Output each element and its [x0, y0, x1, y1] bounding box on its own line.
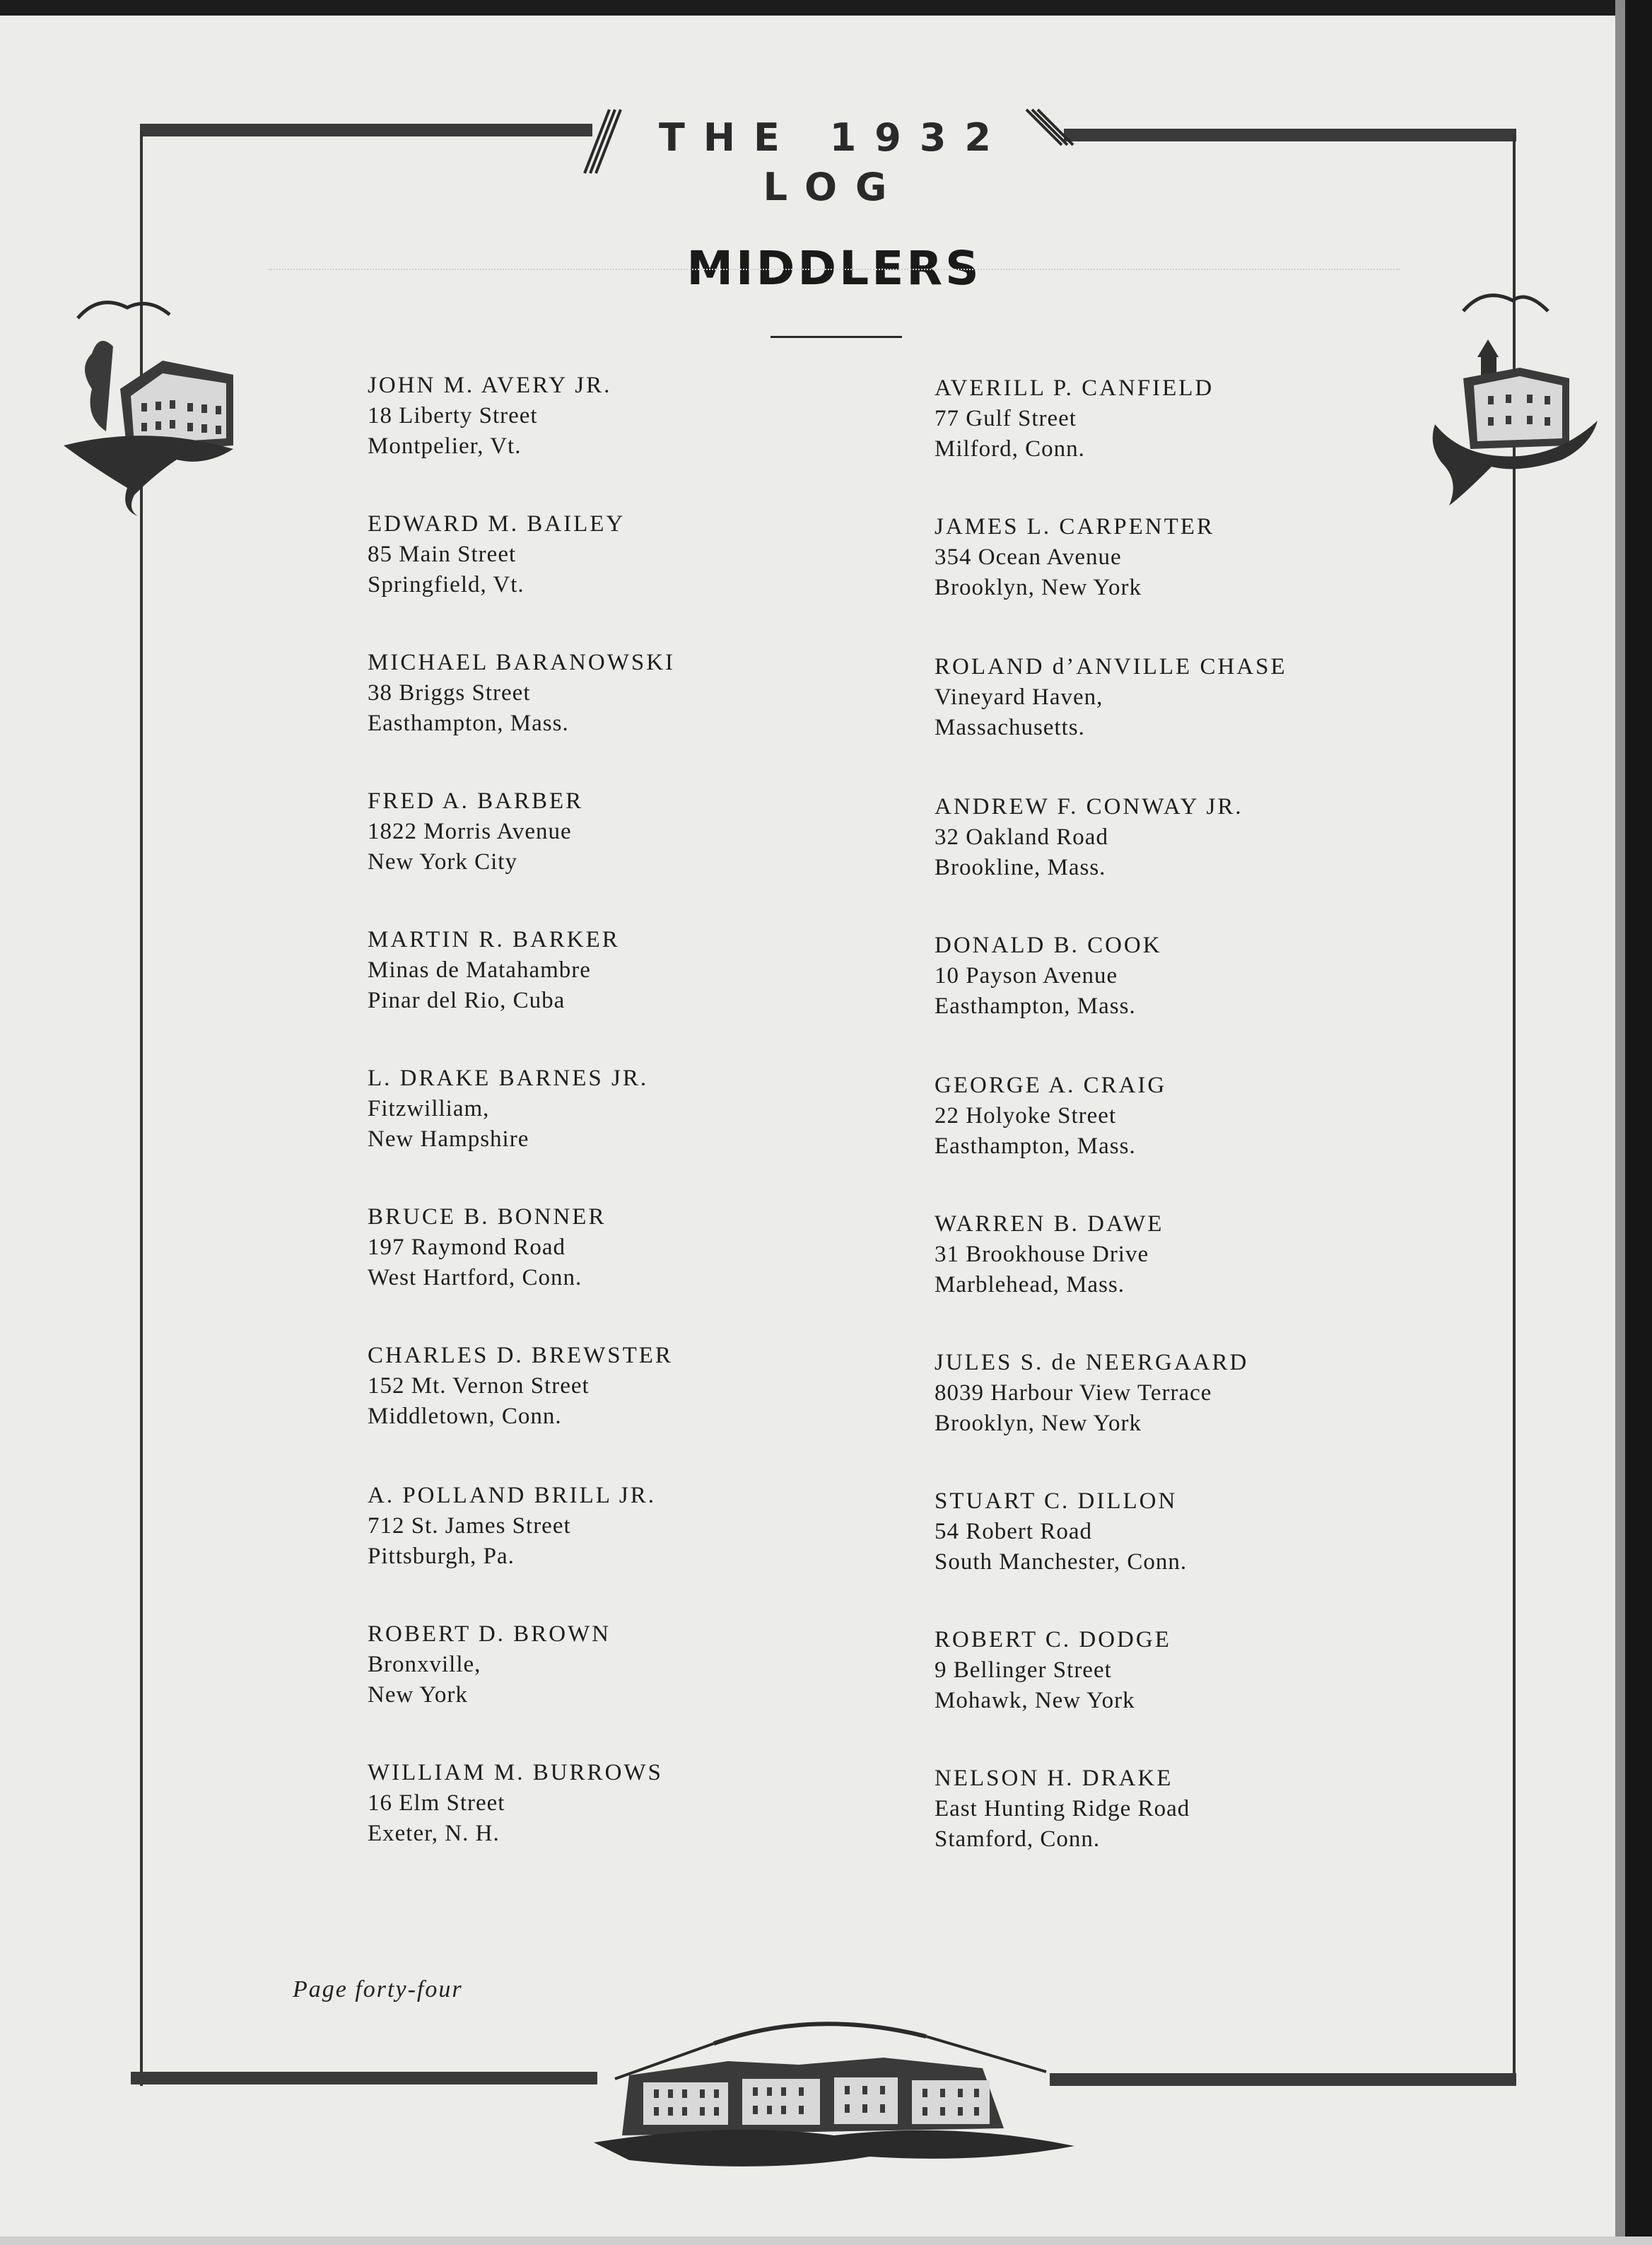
student-name: ROLAND d’ANVILLE CHASE: [935, 654, 1287, 680]
address-line: 77 Gulf Street: [935, 406, 1077, 431]
city-line: Brooklyn, New York: [935, 1411, 1142, 1436]
student-name: FRED A. BARBER: [368, 788, 584, 814]
student-entry: [935, 792, 1243, 883]
address-line: 22 Holyoke Street: [935, 1103, 1117, 1129]
bottom-left-bar: [131, 2072, 597, 2084]
student-name: NELSON H. DRAKE: [935, 1766, 1173, 1791]
city-line: Stamford, Conn.: [935, 1826, 1101, 1852]
address-line: 152 Mt. Vernon Street: [368, 1373, 590, 1399]
student-name: JULES S. de NEERGAARD: [935, 1350, 1249, 1375]
student-name: BRUCE B. BONNER: [368, 1204, 607, 1230]
student-entry: [935, 1071, 1166, 1162]
student-entry: [368, 509, 625, 600]
student-name: ROBERT D. BROWN: [368, 1621, 611, 1647]
address-line: 31 Brookhouse Drive: [935, 1242, 1149, 1267]
header-slash-left-icon: [580, 106, 622, 177]
student-name: WILLIAM M. BURROWS: [368, 1760, 663, 1785]
city-line: Middletown, Conn.: [368, 1404, 562, 1429]
student-name: MARTIN R. BARKER: [368, 927, 620, 952]
address-line: 85 Main Street: [368, 542, 517, 567]
student-entry: [368, 1341, 673, 1432]
student-entry: [368, 648, 675, 739]
student-entry: [368, 1202, 606, 1293]
student-name: AVERILL P. CANFIELD: [935, 375, 1214, 401]
address-line: Fitzwilliam,: [368, 1096, 490, 1121]
student-entry: [368, 925, 620, 1016]
student-entry: [368, 1481, 656, 1572]
city-line: Brookline, Mass.: [935, 855, 1106, 880]
yearbook-header-title: THE 1932 LOG: [658, 115, 1009, 209]
address-line: 8039 Harbour View Terrace: [935, 1380, 1212, 1406]
scan-bottom-edge: [0, 2237, 1652, 2245]
city-line: Massachusetts.: [935, 715, 1085, 740]
student-name: ROBERT C. DODGE: [935, 1627, 1171, 1652]
address-line: 38 Briggs Street: [368, 680, 531, 706]
student-name: L. DRAKE BARNES JR.: [368, 1066, 649, 1091]
student-entry: [935, 652, 1287, 743]
address-line: 54 Robert Road: [935, 1519, 1092, 1544]
student-entry: [935, 1348, 1248, 1439]
top-right-bar: [1064, 129, 1516, 141]
student-name: DONALD B. COOK: [935, 933, 1162, 958]
student-entry: [935, 1209, 1164, 1300]
city-line: Pinar del Rio, Cuba: [368, 988, 566, 1013]
student-entry: [935, 1486, 1187, 1578]
city-line: New York City: [368, 849, 517, 875]
student-entry: [368, 1063, 648, 1155]
city-line: Exeter, N. H.: [368, 1821, 500, 1846]
student-name: EDWARD M. BAILEY: [368, 511, 626, 537]
student-entry: [935, 931, 1162, 1022]
student-name: A. POLLAND BRILL JR.: [368, 1483, 657, 1508]
address-line: 712 St. James Street: [368, 1513, 571, 1539]
student-entry: [935, 373, 1214, 465]
address-line: 32 Oakland Road: [935, 824, 1108, 850]
page-title: MIDDLERS: [686, 241, 982, 296]
student-name: ANDREW F. CONWAY JR.: [935, 794, 1243, 820]
title-dotted-guide: [269, 269, 1400, 270]
address-line: 10 Payson Avenue: [935, 963, 1118, 989]
campus-panorama-illustration-icon: [587, 1987, 1082, 2185]
city-line: Marblehead, Mass.: [935, 1272, 1125, 1298]
city-line: Springfield, Vt.: [368, 572, 525, 597]
student-entry: [935, 512, 1214, 603]
address-line: 16 Elm Street: [368, 1790, 505, 1816]
student-entry: [935, 1763, 1190, 1855]
campus-building-illustration-right-icon: [1421, 283, 1612, 516]
city-line: Brooklyn, New York: [935, 575, 1142, 600]
scan-right-shadow: [1615, 0, 1625, 2245]
student-entry: [368, 1758, 663, 1849]
city-line: Milford, Conn.: [935, 436, 1085, 462]
student-entry: [368, 1619, 611, 1710]
student-entry: [368, 371, 611, 462]
address-line: 354 Ocean Avenue: [935, 544, 1122, 570]
city-line: Pittsburgh, Pa.: [368, 1544, 515, 1569]
address-line: 9 Bellinger Street: [935, 1657, 1112, 1683]
city-line: Easthampton, Mass.: [935, 1133, 1136, 1159]
city-line: Montpelier, Vt.: [368, 433, 522, 459]
top-left-bar: [140, 124, 592, 136]
address-line: Vineyard Haven,: [935, 684, 1103, 710]
student-name: CHARLES D. BREWSTER: [368, 1343, 673, 1368]
address-line: East Hunting Ridge Road: [935, 1796, 1190, 1821]
address-line: Minas de Matahambre: [368, 957, 591, 983]
student-entry: [935, 1625, 1171, 1716]
city-line: New York: [368, 1682, 468, 1708]
address-line: Bronxville,: [368, 1652, 481, 1677]
scan-top-edge: [0, 0, 1652, 16]
bottom-right-bar: [1050, 2073, 1516, 2086]
city-line: South Manchester, Conn.: [935, 1549, 1188, 1575]
city-line: West Hartford, Conn.: [368, 1265, 582, 1290]
student-name: STUART C. DILLON: [935, 1488, 1178, 1514]
campus-building-illustration-left-icon: [49, 283, 247, 523]
address-line: 197 Raymond Road: [368, 1235, 566, 1260]
student-name: WARREN B. DAWE: [935, 1211, 1164, 1237]
title-divider: [771, 336, 902, 338]
city-line: Easthampton, Mass.: [935, 993, 1136, 1019]
address-line: 1822 Morris Avenue: [368, 819, 572, 844]
student-entry: [368, 786, 583, 877]
city-line: Mohawk, New York: [935, 1688, 1135, 1713]
city-line: Easthampton, Mass.: [368, 711, 569, 736]
city-line: New Hampshire: [368, 1126, 529, 1152]
address-line: 18 Liberty Street: [368, 403, 538, 428]
scan-right-edge: [1625, 0, 1652, 2245]
student-name: JAMES L. CARPENTER: [935, 514, 1214, 540]
student-name: MICHAEL BARANOWSKI: [368, 650, 676, 675]
page-number: Page forty-four: [293, 1976, 463, 2002]
student-name: JOHN M. AVERY JR.: [368, 373, 612, 398]
student-name: GEORGE A. CRAIG: [935, 1073, 1167, 1098]
